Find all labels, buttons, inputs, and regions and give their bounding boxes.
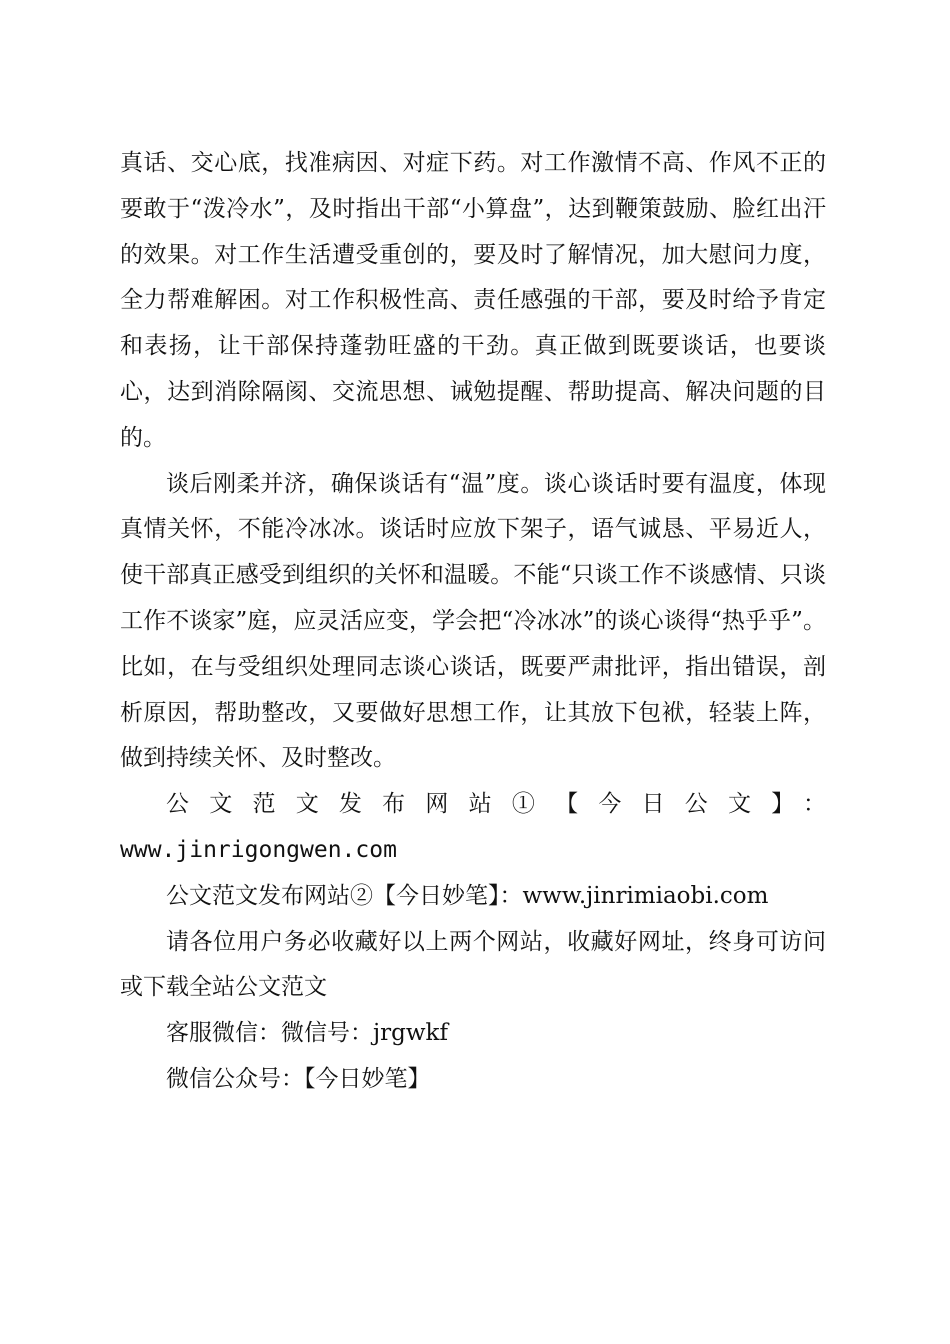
paragraph-2: 谈后刚柔并济，确保谈话有“温”度。谈心谈话时要有温度，体现真情关怀，不能冷冰冰。谈话时应放下架子，语气诚恳、平易近人，使干部真正感受到组织的关怀和温暖。不能“只谈工作不谈感情、只谈工作不谈家”庭，应灵活应变，学会把“冷冰冰”的谈心谈得“热乎乎”。比如，在与受组织处理同志谈心谈话，既要严肃批评，指出错误，剖析原因，帮助整改，又要做好思想工作，让其放下包袱，轻装上阵，做到持续关怀、及时整改。 (120, 470, 826, 772)
site-1-label: 公文范文发布网站①【今日公文】： (166, 791, 826, 818)
paragraph-1: 真话、交心底，找准病因、对症下药。对工作激情不高、作风不正的要敢于“泼冷水”，及时指出干部“小算盘”，达到鞭策鼓励、脸红出汗的效果。对工作生活遭受重创的，要及时了解情况，加大慰问力度，全力帮难解困。对工作积极性高、责任感强的干部，要及时给予肯定和表扬，让干部保持蓬勃旺盛的干劲。真正做到既要谈话，也要谈心，达到消除隔阂、交流思想、诫勉提醒、帮助提高、解决问题的目的。 (120, 150, 826, 451)
site-1-url: www.jinrigongwen.com (120, 836, 397, 863)
document-page (120, 141, 826, 1103)
wechat-official-account: 微信公众号：【今日妙笔】 (166, 1065, 431, 1092)
site-2-line: 公文范文发布网站②【今日妙笔】：www.jinrimiaobi.com (166, 882, 769, 909)
bookmark-notice: 请各位用户务必收藏好以上两个网站，收藏好网址，终身可访问或下载全站公文范文 (120, 928, 826, 1001)
customer-service-wechat: 客服微信：微信号：jrgwkf (166, 1020, 448, 1047)
